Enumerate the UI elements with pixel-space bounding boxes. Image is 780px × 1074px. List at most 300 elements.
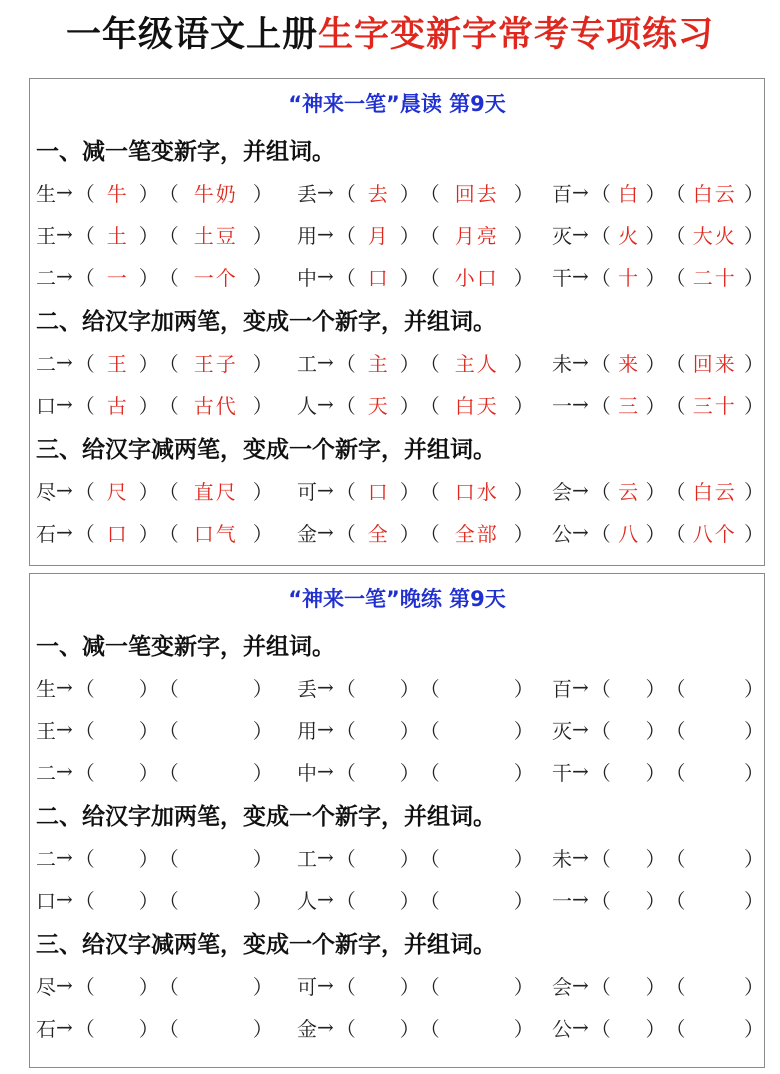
word-answer: 二十: [692, 265, 737, 290]
exercise-item: [30, 757, 297, 786]
source-character: 未: [552, 351, 572, 376]
arrow-icon: →: [56, 350, 73, 374]
close-paren: ）: [138, 760, 159, 785]
arrow-icon: →: [572, 675, 589, 699]
open-paren: （: [419, 223, 440, 248]
close-paren: ）: [744, 718, 764, 743]
close-paren: ）: [252, 479, 273, 504]
source-character: 口: [36, 393, 56, 418]
source-character: 石: [36, 521, 56, 546]
exercise-item: [297, 715, 552, 744]
open-paren: （: [335, 760, 356, 785]
exercise-item: [297, 518, 552, 547]
open-paren: （: [335, 676, 356, 701]
source-character: 可: [296, 479, 317, 504]
exercise-item: [552, 885, 764, 914]
morning-reading-card: [29, 78, 765, 566]
open-paren: （: [74, 846, 95, 871]
open-paren: （: [335, 521, 356, 546]
new-character-answer: 口: [106, 521, 127, 546]
open-paren: （: [419, 888, 440, 913]
source-character: 生: [36, 181, 56, 206]
close-paren: ）: [645, 888, 666, 913]
open-paren: （: [419, 846, 440, 871]
exercise-item: [30, 348, 297, 377]
new-character-answer: 火: [618, 223, 639, 248]
close-paren: ）: [645, 223, 666, 248]
open-paren: （: [335, 974, 356, 999]
open-paren: （: [665, 181, 686, 206]
close-paren: ）: [138, 223, 159, 248]
arrow-icon: →: [56, 675, 73, 699]
close-paren: ）: [138, 718, 159, 743]
close-paren: ）: [744, 521, 764, 546]
arrow-icon: →: [56, 264, 73, 288]
word-answer: 王子: [193, 351, 238, 376]
open-paren: （: [665, 393, 686, 418]
close-paren: ）: [138, 676, 159, 701]
close-paren: ）: [744, 974, 764, 999]
source-character: 人: [296, 888, 317, 913]
exercise-row: [30, 666, 764, 708]
exercise-item: [297, 390, 552, 419]
open-paren: （: [74, 521, 95, 546]
open-paren: （: [419, 181, 440, 206]
page-title-black: 一年级语文上册: [65, 15, 318, 55]
close-paren: ）: [138, 393, 159, 418]
new-character-answer: 全: [367, 521, 388, 546]
new-character-answer: 牛: [106, 181, 127, 206]
close-paren: ）: [744, 223, 764, 248]
open-paren: （: [419, 393, 440, 418]
new-character-answer: 土: [106, 223, 127, 248]
exercise-item: [297, 885, 552, 914]
close-paren: ）: [399, 846, 420, 871]
word-answer: 口气: [193, 521, 238, 546]
exercise-row: [30, 1006, 764, 1048]
new-character-answer: 一: [106, 265, 127, 290]
open-paren: （: [665, 1016, 686, 1041]
open-paren: （: [335, 265, 356, 290]
close-paren: ）: [399, 1016, 420, 1041]
close-paren: ）: [399, 181, 420, 206]
close-paren: ）: [645, 676, 666, 701]
word-answer: 白云: [692, 181, 737, 206]
exercise-item: [552, 673, 764, 702]
arrow-icon: →: [316, 973, 334, 997]
source-character: 公: [552, 1016, 572, 1041]
open-paren: （: [419, 760, 440, 785]
close-paren: ）: [645, 479, 666, 504]
source-character: 丢: [296, 181, 317, 206]
arrow-icon: →: [56, 845, 73, 869]
open-paren: （: [590, 676, 611, 701]
exercise-item: [552, 757, 764, 786]
open-paren: （: [158, 265, 179, 290]
new-character-answer: 口: [367, 479, 388, 504]
close-paren: ）: [513, 974, 534, 999]
close-paren: ）: [645, 265, 666, 290]
exercise-item: [30, 843, 297, 872]
close-paren: ）: [744, 888, 764, 913]
source-character: 用: [296, 718, 317, 743]
open-paren: （: [74, 393, 95, 418]
section-heading: 三、给汉字减两笔，变成一个新字，并组词。: [36, 931, 496, 958]
open-paren: （: [74, 351, 95, 376]
open-paren: （: [590, 521, 611, 546]
close-paren: ）: [252, 521, 273, 546]
open-paren: （: [74, 181, 95, 206]
exercise-item: [297, 476, 552, 505]
page-title: [0, 0, 780, 64]
exercise-item: [30, 390, 297, 419]
close-paren: ）: [399, 888, 420, 913]
open-paren: （: [665, 718, 686, 743]
open-paren: （: [590, 393, 611, 418]
word-answer: 八个: [692, 521, 737, 546]
source-character: 会: [552, 974, 572, 999]
arrow-icon: →: [56, 717, 73, 741]
open-paren: （: [74, 888, 95, 913]
section-heading: 二、给汉字加两笔，变成一个新字，并组词。: [36, 803, 496, 830]
section-heading: 一、减一笔变新字，并组词。: [36, 138, 335, 165]
close-paren: ）: [513, 1016, 534, 1041]
open-paren: （: [335, 181, 356, 206]
close-paren: ）: [252, 718, 273, 743]
close-paren: ）: [399, 718, 420, 743]
new-character-answer: 口: [367, 265, 388, 290]
source-character: 灭: [552, 718, 572, 743]
open-paren: （: [665, 760, 686, 785]
close-paren: ）: [645, 521, 666, 546]
open-paren: （: [158, 181, 179, 206]
exercise-item: [30, 885, 297, 914]
word-answer: 一个: [193, 265, 238, 290]
open-paren: （: [665, 223, 686, 248]
word-answer: 三十: [692, 393, 737, 418]
open-paren: （: [590, 223, 611, 248]
close-paren: ）: [513, 676, 534, 701]
new-character-answer: 主: [367, 351, 388, 376]
exercise-item: [552, 715, 764, 744]
arrow-icon: →: [316, 180, 334, 204]
arrow-icon: →: [572, 478, 589, 502]
new-character-answer: 十: [618, 265, 639, 290]
open-paren: （: [335, 888, 356, 913]
exercise-item: [297, 757, 552, 786]
arrow-icon: →: [572, 1015, 589, 1039]
open-paren: （: [158, 223, 179, 248]
word-answer: 土豆: [193, 223, 238, 248]
open-paren: （: [158, 393, 179, 418]
open-paren: （: [335, 479, 356, 504]
close-paren: ）: [513, 760, 534, 785]
open-paren: （: [335, 393, 356, 418]
source-character: 未: [552, 846, 572, 871]
close-paren: ）: [513, 181, 534, 206]
close-paren: ）: [513, 888, 534, 913]
close-paren: ）: [744, 676, 764, 701]
open-paren: （: [335, 223, 356, 248]
arrow-icon: →: [572, 350, 589, 374]
close-paren: ）: [744, 760, 764, 785]
close-paren: ）: [138, 974, 159, 999]
open-paren: （: [665, 479, 686, 504]
source-character: 公: [552, 521, 572, 546]
exercise-item: [552, 476, 764, 505]
close-paren: ）: [744, 846, 764, 871]
evening-sections: [30, 622, 764, 1048]
new-character-answer: 云: [618, 479, 639, 504]
exercise-item: [30, 476, 297, 505]
section-heading: 一、减一笔变新字，并组词。: [36, 633, 335, 660]
open-paren: （: [335, 846, 356, 871]
source-character: 二: [36, 846, 56, 871]
arrow-icon: →: [316, 675, 334, 699]
close-paren: ）: [513, 351, 534, 376]
source-character: 灭: [552, 223, 572, 248]
close-paren: ）: [744, 265, 764, 290]
section-heading: 二、给汉字加两笔，变成一个新字，并组词。: [36, 308, 496, 335]
exercise-item: [552, 178, 764, 207]
close-paren: ）: [513, 479, 534, 504]
exercise-item: [297, 843, 552, 872]
source-character: 中: [296, 265, 317, 290]
new-character-answer: 八: [618, 521, 639, 546]
arrow-icon: →: [316, 759, 334, 783]
new-character-answer: 去: [367, 181, 388, 206]
close-paren: ）: [744, 393, 764, 418]
close-paren: ）: [138, 521, 159, 546]
exercise-item: [30, 715, 297, 744]
exercise-item: [297, 178, 552, 207]
open-paren: （: [665, 888, 686, 913]
source-character: 金: [296, 1016, 317, 1041]
word-answer: 白云: [692, 479, 737, 504]
word-answer: 全部: [454, 521, 499, 546]
word-answer: 小口: [454, 265, 499, 290]
arrow-icon: →: [572, 973, 589, 997]
source-character: 人: [296, 393, 317, 418]
open-paren: （: [419, 974, 440, 999]
new-character-answer: 月: [367, 223, 388, 248]
source-character: 口: [36, 888, 56, 913]
source-character: 生: [36, 676, 56, 701]
open-paren: （: [158, 1016, 179, 1041]
open-paren: （: [74, 974, 95, 999]
exercise-item: [297, 1013, 552, 1042]
exercise-row: [30, 964, 764, 1006]
evening-card-title: “神来一笔”晚练 第9天: [288, 587, 506, 611]
arrow-icon: →: [572, 845, 589, 869]
close-paren: ）: [399, 265, 420, 290]
arrow-icon: →: [316, 887, 334, 911]
close-paren: ）: [252, 351, 273, 376]
close-paren: ）: [252, 393, 273, 418]
arrow-icon: →: [316, 222, 334, 246]
open-paren: （: [158, 974, 179, 999]
exercise-item: [30, 178, 297, 207]
morning-card-title: “神来一笔”晨读 第9天: [288, 92, 506, 116]
open-paren: （: [590, 351, 611, 376]
open-paren: （: [158, 718, 179, 743]
open-paren: （: [590, 1016, 611, 1041]
open-paren: （: [419, 351, 440, 376]
close-paren: ）: [645, 181, 666, 206]
arrow-icon: →: [56, 478, 73, 502]
word-answer: 回来: [692, 351, 737, 376]
close-paren: ）: [513, 846, 534, 871]
word-answer: 古代: [193, 393, 238, 418]
exercise-item: [552, 971, 764, 1000]
open-paren: （: [590, 181, 611, 206]
page-title-red: 生字变新字常考专项练习: [318, 15, 715, 55]
source-character: 中: [296, 760, 317, 785]
open-paren: （: [665, 974, 686, 999]
arrow-icon: →: [572, 717, 589, 741]
arrow-icon: →: [572, 264, 589, 288]
arrow-icon: →: [56, 222, 73, 246]
exercise-item: [552, 843, 764, 872]
open-paren: （: [74, 718, 95, 743]
close-paren: ）: [399, 676, 420, 701]
close-paren: ）: [645, 718, 666, 743]
exercise-row: [30, 708, 764, 750]
close-paren: ）: [252, 974, 273, 999]
open-paren: （: [590, 974, 611, 999]
exercise-row: [30, 836, 764, 878]
exercise-item: [552, 1013, 764, 1042]
close-paren: ）: [513, 718, 534, 743]
arrow-icon: →: [56, 887, 73, 911]
open-paren: （: [158, 846, 179, 871]
source-character: 丢: [296, 676, 317, 701]
open-paren: （: [74, 479, 95, 504]
word-answer: 月亮: [454, 223, 499, 248]
exercise-item: [552, 262, 764, 291]
close-paren: ）: [645, 974, 666, 999]
close-paren: ）: [513, 521, 534, 546]
arrow-icon: →: [56, 1015, 73, 1039]
close-paren: ）: [138, 351, 159, 376]
exercise-item: [30, 518, 297, 547]
close-paren: ）: [138, 181, 159, 206]
close-paren: ）: [513, 223, 534, 248]
close-paren: ）: [399, 223, 420, 248]
close-paren: ）: [744, 181, 764, 206]
source-character: 石: [36, 1016, 56, 1041]
word-answer: 牛奶: [193, 181, 238, 206]
arrow-icon: →: [572, 392, 589, 416]
open-paren: （: [158, 676, 179, 701]
source-character: 王: [36, 223, 56, 248]
source-character: 一: [552, 888, 572, 913]
arrow-icon: →: [572, 222, 589, 246]
close-paren: ）: [645, 393, 666, 418]
source-character: 百: [552, 181, 572, 206]
open-paren: （: [419, 1016, 440, 1041]
close-paren: ）: [252, 223, 273, 248]
close-paren: ）: [744, 479, 764, 504]
exercise-item: [552, 348, 764, 377]
exercise-row: [30, 213, 764, 255]
close-paren: ）: [252, 1016, 273, 1041]
new-character-answer: 古: [106, 393, 127, 418]
open-paren: （: [74, 223, 95, 248]
source-character: 二: [36, 265, 56, 290]
exercise-row: [30, 511, 764, 553]
source-character: 会: [552, 479, 572, 504]
arrow-icon: →: [316, 717, 334, 741]
source-character: 用: [296, 223, 317, 248]
open-paren: （: [590, 479, 611, 504]
open-paren: （: [665, 265, 686, 290]
section-heading: 三、给汉字减两笔，变成一个新字，并组词。: [36, 436, 496, 463]
open-paren: （: [665, 846, 686, 871]
word-answer: 主人: [454, 351, 499, 376]
arrow-icon: →: [572, 180, 589, 204]
open-paren: （: [74, 1016, 95, 1041]
close-paren: ）: [645, 1016, 666, 1041]
close-paren: ）: [399, 393, 420, 418]
exercise-row: [30, 255, 764, 297]
open-paren: （: [590, 265, 611, 290]
exercise-item: [552, 518, 764, 547]
open-paren: （: [158, 479, 179, 504]
arrow-icon: →: [56, 759, 73, 783]
open-paren: （: [419, 521, 440, 546]
arrow-icon: →: [56, 520, 73, 544]
close-paren: ）: [744, 351, 764, 376]
open-paren: （: [158, 521, 179, 546]
new-character-answer: 王: [106, 351, 127, 376]
exercise-row: [30, 750, 764, 792]
close-paren: ）: [138, 888, 159, 913]
close-paren: ）: [645, 351, 666, 376]
exercise-item: [30, 220, 297, 249]
close-paren: ）: [252, 676, 273, 701]
exercise-item: [297, 348, 552, 377]
open-paren: （: [590, 718, 611, 743]
close-paren: ）: [252, 846, 273, 871]
open-paren: （: [158, 760, 179, 785]
close-paren: ）: [252, 760, 273, 785]
source-character: 可: [296, 974, 317, 999]
word-answer: 白天: [454, 393, 499, 418]
open-paren: （: [419, 676, 440, 701]
exercise-row: [30, 383, 764, 425]
open-paren: （: [590, 760, 611, 785]
source-character: 尽: [36, 479, 56, 504]
arrow-icon: →: [572, 520, 589, 544]
arrow-icon: →: [316, 1015, 334, 1039]
source-character: 二: [36, 760, 56, 785]
arrow-icon: →: [316, 350, 334, 374]
source-character: 干: [552, 265, 572, 290]
source-character: 工: [296, 846, 317, 871]
arrow-icon: →: [572, 887, 589, 911]
close-paren: ）: [252, 181, 273, 206]
source-character: 二: [36, 351, 56, 376]
open-paren: （: [590, 846, 611, 871]
new-character-answer: 三: [618, 393, 639, 418]
open-paren: （: [419, 479, 440, 504]
open-paren: （: [665, 351, 686, 376]
close-paren: ）: [138, 265, 159, 290]
exercise-item: [297, 262, 552, 291]
word-answer: 回去: [454, 181, 499, 206]
source-character: 百: [552, 676, 572, 701]
